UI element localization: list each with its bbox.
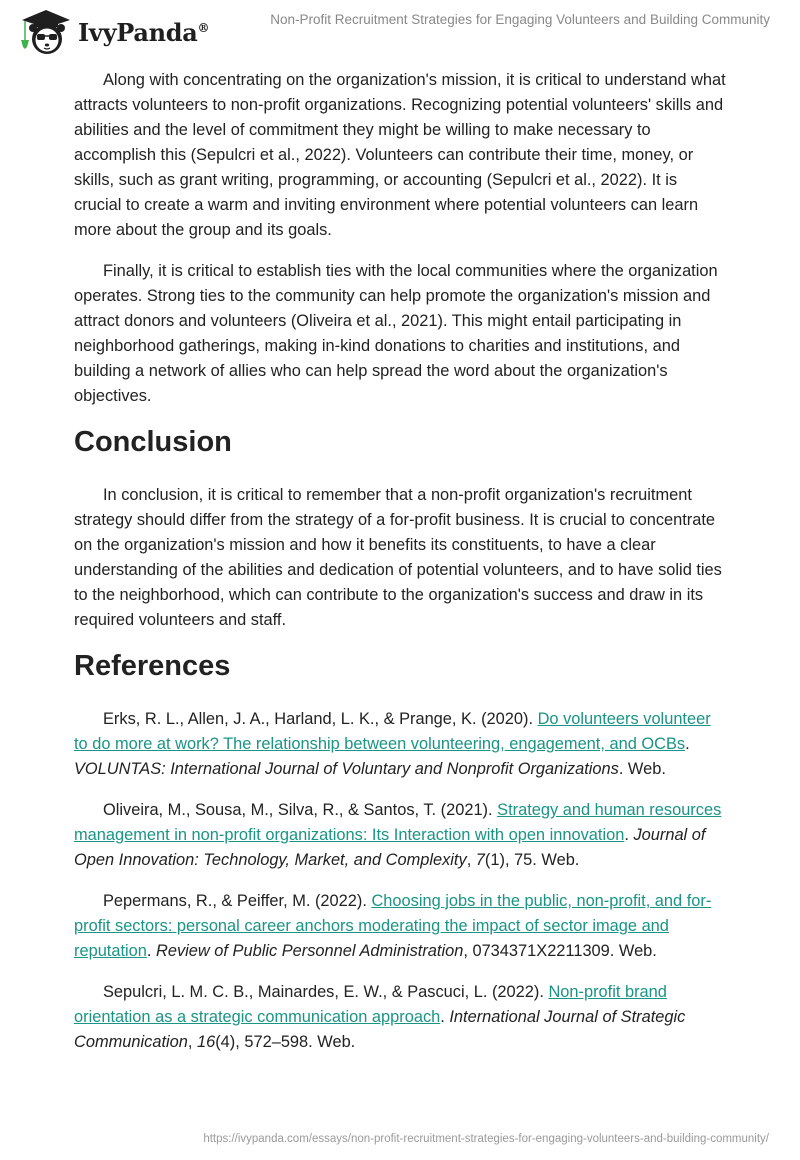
reference-punct: .	[440, 1008, 450, 1026]
reference-item	[74, 889, 726, 964]
panda-graduate-icon	[14, 6, 74, 58]
essay-content	[74, 68, 726, 1071]
reference-title-link[interactable]: Do volunteers volunteer to do more at work? The relationship between volunteering, engagement, and OCBs	[74, 710, 711, 753]
reference-authors: Sepulcri, L. M. C. B., Mainardes, E. W., & Pascuci, L. (2022).	[103, 983, 549, 1001]
reference-volume: 7	[475, 851, 485, 869]
reference-item	[74, 980, 726, 1055]
reference-item	[74, 707, 726, 782]
reference-punct: .	[624, 826, 634, 844]
reference-journal: International Journal of Strategic Communication	[74, 1008, 686, 1051]
body-paragraph: Finally, it is critical to establish ties with the local communities where the organization operates. Strong ties to the community can help promote the organization's mission and attract donors and volunteers (Oliveira et al., 2021). This might entail participating in neighborhood gatherings, making in-kind donations to charities and institutions, and building a network of allies who can help spread the word about the organization's objectives.	[74, 262, 718, 405]
reference-punct: .	[146, 942, 157, 960]
reference-sep: ,	[187, 1033, 197, 1051]
page-header	[0, 0, 800, 60]
reference-tail: , 0734371X2211309. Web.	[463, 942, 657, 960]
reference-volume: 16	[196, 1033, 216, 1051]
conclusion-paragraph: In conclusion, it is critical to remember that a non-profit organization's recruitment strategy should differ from the strategy of a for-profit business. It is crucial to concentrate on the organization's mission and how it benefits its constituents, to have a clear understanding of the abilities and dedication of potential volunteers, and to have solid ties to the neighborhood, which can contribute to the organization's success and draw in its required volunteers and staff.	[74, 486, 722, 629]
reference-tail: (1), 75. Web.	[484, 851, 580, 869]
registered-mark: ®	[197, 20, 210, 35]
reference-authors: Pepermans, R., & Peiffer, M. (2022).	[103, 892, 372, 910]
reference-sep: ,	[466, 851, 476, 869]
body-paragraph: Along with concentrating on the organization's mission, it is critical to understand what attracts volunteers to non-profit organizations. Recognizing potential volunteers' skills and abilities and the level of commitment they might be willing to make necessary to accomplish this (Sepulcri et al., 2022). Volunteers can contribute their time, money, or skills, such as grant writing, programming, or accounting (Sepulcri et al., 2022). It is crucial to create a warm and inviting environment where potential volunteers can learn more about the group and its goals.	[74, 71, 726, 239]
reference-authors: Erks, R. L., Allen, J. A., Harland, L. K., & Prange, K. (2020).	[103, 710, 538, 728]
reference-authors: Oliveira, M., Sousa, M., Silva, R., & Santos, T. (2021).	[103, 801, 498, 819]
reference-item	[74, 798, 726, 873]
references-heading: References	[74, 650, 231, 682]
reference-journal: Journal of Open Innovation: Technology, Market, and Complexity	[74, 826, 706, 869]
reference-punct: .	[685, 735, 690, 753]
document-title: Non-Profit Recruitment Strategies for Engaging Volunteers and Building Community	[270, 12, 770, 27]
reference-title-link[interactable]: Non-profit brand orientation as a strategic communication approach	[74, 983, 667, 1026]
reference-title-link[interactable]: Strategy and human resources management in non-profit organizations: Its Interaction with open innovation	[74, 801, 722, 844]
brand-name: IvyPanda®	[78, 17, 210, 47]
reference-tail: . Web.	[618, 760, 666, 778]
reference-journal: Review of Public Personnel Administration	[156, 942, 464, 960]
reference-title-link[interactable]: Choosing jobs in the public, non-profit, and for-profit sectors: personal career anchors moderating the impact of sector image and reputation	[74, 892, 712, 960]
reference-tail: (4), 572–598. Web.	[215, 1033, 356, 1051]
source-url[interactable]: https://ivypanda.com/essays/non-profit-recruitment-strategies-for-engaging-volunteers-and-building-community/	[203, 1133, 769, 1145]
conclusion-heading: Conclusion	[74, 426, 232, 458]
ivypanda-logo[interactable]	[14, 6, 209, 58]
reference-journal: VOLUNTAS: International Journal of Voluntary and Nonprofit Organizations	[74, 760, 619, 778]
